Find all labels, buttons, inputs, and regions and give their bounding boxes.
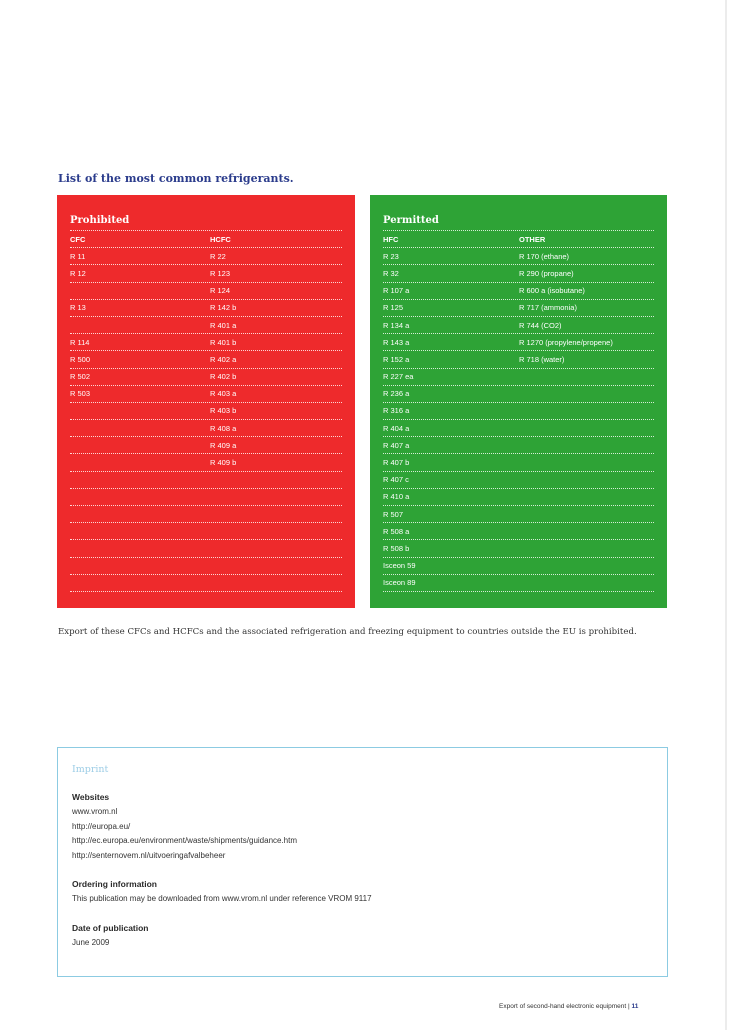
table-row [383, 575, 654, 592]
hcfc-cell: R 142 b [210, 303, 237, 313]
hcfc-cell: R 124 [210, 286, 231, 296]
hcfc-cell: R 402 b [210, 372, 237, 382]
prohibited-rows [70, 248, 342, 609]
table-row [70, 472, 342, 489]
cfc-cell: R 500 [70, 354, 91, 364]
table-row [70, 506, 342, 523]
table-row [70, 437, 342, 454]
ordering-section [72, 879, 653, 907]
permitted-header-row [383, 231, 654, 248]
table-row [383, 592, 654, 609]
table-row [383, 386, 654, 403]
table-row [383, 506, 654, 523]
table-row [70, 265, 342, 282]
table-row [70, 575, 342, 592]
hfc-cell: R 125 [383, 303, 404, 313]
table-row [383, 265, 654, 282]
hfc-cell: R 407 c [383, 475, 409, 485]
hfc-cell: R 410 a [383, 492, 410, 502]
hfc-cell: R 23 [383, 251, 399, 261]
hcfc-cell: R 403 a [210, 389, 237, 399]
date-section [72, 923, 653, 951]
other-cell: R 170 (ethane) [519, 251, 570, 261]
hcfc-cell: R 22 [210, 251, 226, 261]
footer-text: Export of second-hand electronic equipment | [499, 1003, 630, 1010]
hfc-cell: R 508 b [383, 543, 410, 553]
other-cell: R 290 (propane) [519, 268, 574, 278]
website-link[interactable]: www.vrom.nl [72, 807, 118, 816]
websites-label: Websites [72, 792, 110, 802]
hfc-column-header: HFC [383, 234, 399, 244]
hcfc-cell: R 409 a [210, 440, 237, 450]
other-cell: R 1270 (propylene/propene) [519, 337, 613, 347]
hfc-cell: R 107 a [383, 286, 410, 296]
page-footer [499, 1003, 638, 1010]
ordering-label: Ordering information [72, 879, 157, 889]
table-row [70, 403, 342, 420]
table-row [383, 454, 654, 471]
other-cell: R 718 (water) [519, 354, 565, 364]
hfc-cell: R 152 a [383, 354, 410, 364]
permitted-table [370, 195, 667, 608]
hcfc-column-header: HCFC [210, 234, 231, 244]
table-row [383, 540, 654, 557]
hcfc-cell: R 402 a [210, 354, 237, 364]
hfc-cell: R 32 [383, 268, 399, 278]
table-row [70, 351, 342, 368]
other-cell: R 744 (CO2) [519, 320, 562, 330]
website-link[interactable]: http://ec.europa.eu/environment/waste/shipments/guidance.htm [72, 836, 298, 845]
hfc-cell: Isceon 89 [383, 578, 416, 588]
permitted-title: Permitted [383, 195, 654, 231]
hfc-cell: R 143 a [383, 337, 410, 347]
hfc-cell: R 236 a [383, 389, 410, 399]
table-row [70, 300, 342, 317]
cfc-column-header: CFC [70, 234, 86, 244]
page-edge [725, 0, 727, 1030]
hfc-cell: R 316 a [383, 406, 410, 416]
websites-section [72, 792, 653, 863]
prohibited-title: Prohibited [70, 195, 342, 231]
hfc-cell: R 404 a [383, 423, 410, 433]
table-row [383, 334, 654, 351]
table-row [383, 523, 654, 540]
cfc-cell: R 13 [70, 303, 86, 313]
table-row [383, 317, 654, 334]
table-row [383, 300, 654, 317]
hcfc-cell: R 403 b [210, 406, 237, 416]
other-cell: R 600 a (isobutane) [519, 286, 585, 296]
date-label: Date of publication [72, 922, 149, 933]
table-row [70, 386, 342, 403]
hcfc-cell: R 408 a [210, 423, 237, 433]
table-row [70, 558, 342, 575]
date-text: June 2009 [72, 937, 110, 947]
hfc-cell: R 507 [383, 509, 404, 519]
table-row [70, 334, 342, 351]
website-link[interactable]: http://europa.eu/ [72, 821, 131, 831]
hfc-cell: Isceon 59 [383, 561, 416, 571]
hcfc-cell: R 409 b [210, 458, 237, 468]
table-row [383, 351, 654, 368]
hcfc-cell: R 401 a [210, 320, 237, 330]
hcfc-cell: R 123 [210, 268, 231, 278]
hfc-cell: R 407 b [383, 458, 410, 468]
table-caption: Export of these CFCs and HCFCs and the associated refrigeration and freezing equipment to countries outside the EU is prohibited. [58, 627, 637, 637]
prohibited-header-row [70, 231, 342, 248]
hcfc-cell: R 401 b [210, 337, 237, 347]
hfc-cell: R 227 ea [383, 372, 414, 382]
permitted-rows [383, 248, 654, 609]
other-column-header: OTHER [519, 234, 546, 244]
other-cell: R 717 (ammonia) [519, 303, 577, 313]
table-row [70, 523, 342, 540]
table-row [383, 558, 654, 575]
page-heading: List of the most common refrigerants. [58, 172, 294, 185]
table-row [383, 420, 654, 437]
cfc-cell: R 503 [70, 389, 91, 399]
hfc-cell: R 508 a [383, 526, 410, 536]
cfc-cell: R 502 [70, 372, 91, 382]
table-row [383, 283, 654, 300]
table-row [70, 540, 342, 557]
table-row [383, 403, 654, 420]
hfc-cell: R 134 a [383, 320, 410, 330]
table-row [383, 489, 654, 506]
table-row [70, 489, 342, 506]
table-row [383, 437, 654, 454]
ordering-text: This publication may be downloaded from www.vrom.nl under reference VROM 9117 [72, 894, 372, 903]
table-row [70, 283, 342, 300]
table-row [383, 248, 654, 265]
table-row [70, 420, 342, 437]
table-row [70, 317, 342, 334]
cfc-cell: R 114 [70, 337, 90, 347]
table-row [383, 369, 654, 386]
table-row [383, 472, 654, 489]
cfc-cell: R 12 [70, 268, 86, 278]
imprint-title: Imprint [72, 764, 109, 775]
imprint-box [57, 747, 668, 977]
prohibited-table [57, 195, 355, 608]
website-link[interactable]: http://senternovem.nl/uitvoeringafvalbeheer [72, 850, 226, 860]
cfc-cell: R 11 [70, 251, 86, 261]
page-number: 11 [631, 1003, 639, 1010]
table-row [70, 454, 342, 471]
hfc-cell: R 407 a [383, 440, 410, 450]
table-row [70, 248, 342, 265]
table-row [70, 369, 342, 386]
table-row [70, 592, 342, 609]
